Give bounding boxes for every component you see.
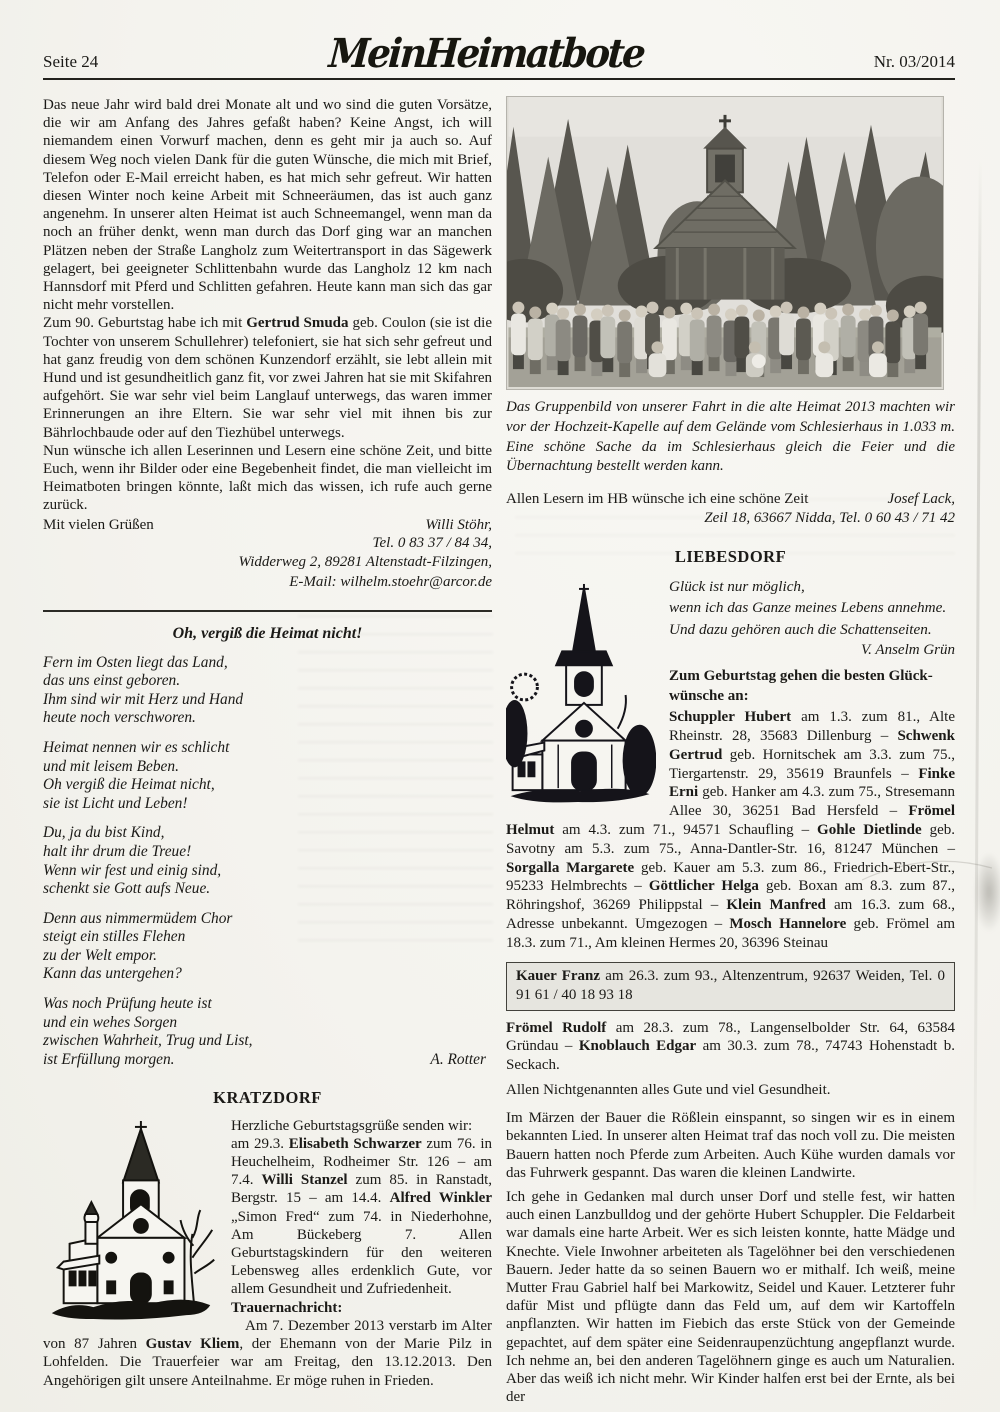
group-photo	[506, 96, 944, 390]
church-illustration-liebesdorf	[506, 580, 656, 808]
birthday-heading: Zum Geburtstag gehen die besten Glückwünsche an:	[669, 668, 933, 704]
maerzen-paragraph: Im Märzen der Bauer die Rößlein einspannt, so singen wir es in einem bekannten Lied. In unserer alten Heimat traf das noch voll zu. Die meisten Bauern hatten noch Pferde zum Arbeiten. Auch Kühe wurden damals vor das Fuhrwerk gespannt. Das waren die kleinen Landwirte.	[506, 1110, 955, 1181]
poem-section	[43, 625, 492, 1069]
highlighted-entry-box: Kauer Franz am 26.3. zum 93., Altenzentrum, 92637 Weiden, Tel. 0 91 61 / 40 18 93 18	[506, 962, 955, 1011]
birthday-list: Schuppler Hubert am 1.3. zum 81., Alte Rheinstr. 28, 35683 Dillenburg – Schwenk Gertrud geb. Hornitschek am 3.3. zum 75., Tiergartenstr. 29, 35619 Braunfels – Finke Erni geb. Hanker am 4.3. zum 75., Stresemann Allee 30, 36251 Bad Hersfeld – Frömel Helmut am 4.3. zum 71., 94571 Schaufling – Gohle Dietlinde geb. Savotny am 5.3. zum 75., Anna-Dantler-Str. 16, 81247 München – Sorgalla Margarete geb. Kauer am 5.3. zum 86., Friedrich-Ebert-Str., 95233 Helmbrechts – Göttlicher Helga geb. Boxan am 8.3. zum 87., Röhringshof, 36269 Philippstal – Klein Manfred am 16.3. zum 68., Adresse unbekannt. Umgezogen – Mosch Hannelore geb. Frömel am 18.3. zum 71., Am kleinen Hermes 20, 36396 Steinau	[506, 709, 956, 951]
dorf-memories-paragraph: Ich gehe in Gedanken mal durch unser Dorf und stelle fest, wir hatten auch einen Lanzbulldog und der gehörte Hubert Schuppler. Die Feldarbeit war damals eine harte Arbeit. Wer es sich leisten konnte, hatte Mädge und Knechte. Viele Inwohner arbeiteten als Tagelöhner bei den verschiedenen Bauern. Jeder hatte da so seinen Bauern wo er mithalf. Ich weiß, meine Mutter Frau Gabriel half bei Markowitz, Seidel und Kauer. Letzterer fuhr dafür Mist und pflügte dann das Feld um, auf dem wir Kartoffeln anpflanzten. Wir hatten im Fiebich das erste Stück von der Gemeinde gepachtet, auf dem später eine Seidenraupenzüchtung angepflanzt wurde. Ich nehme an, bei den anderen Tagelöhnern ginge es auch um Naturalien. Aber das weiß ich nicht mehr. Wir Kinder halfen erst bei der Ernte, als bei der	[506, 1189, 955, 1406]
intro-paragraph-2: Zum 90. Geburtstag habe ich mit Gertrud Smuda geb. Coulon (sie ist die Tochter von unserem Schullehrer) telefoniert, sie hat sich sehr gefreut und hat ganz freudig von dem schönen Kunzendorf erzählt, sie lebt allein mit Hund und ist gesundheitlich ganz fit, vor zwei Jahren hat sie mit Skifahren aufgehört. Sie war sehr viel beim Langlauf unterwegs, das waren immer Erinnerungen an ihre Eltern. Sie war sehr viel mit ihnen bis zur Bährlochbaude oder auf den Tiezhübel unterwegs.	[43, 315, 492, 441]
right-column	[506, 96, 955, 1407]
closing-row	[43, 516, 492, 534]
liebesdorf-quote: Glück ist nur möglich, wenn ich das Ganze meines Lebens annehme. Und dazu gehören auch die Schattenseiten.	[669, 577, 947, 638]
kratzdorf-birthday-text: Herzliche Geburtstagsgrüße senden wir: am 29.3. Elisabeth Schwarzer zum 76. in Heuchelheim, Rodheimer Str. 126 – am 7.4. Willi Stanzel zum 85. in Ranstadt, Bergstr. 15 – am 14.4. Alfred Winkler „Simon Fred“ zum 74. in Niederhohne, Am Bückeberg 7. Allen Geburtstagskindern für den weiteren Lebensweg alles erdenklich Gute, vor allem Gesundheit und Zufriedenheit.	[231, 1117, 493, 1298]
intro-paragraph-3: Nun wünsche ich allen Leserinnen und Lesern eine schöne Zeit, und bitte Euch, wenn ihr Bilder oder eine Begebenheit findet, die man vielleicht im Heimatboten bringen könnte, laßt mich das wissen, ich rufe auch gerne zurück.	[43, 442, 492, 514]
paper-crease	[973, 160, 982, 1220]
left-column	[43, 96, 492, 1407]
quote-author: V. Anselm Grün	[860, 642, 955, 659]
intro-paragraph-1: Das neue Jahr wird bald drei Monate alt und wo sind die guten Vorsätze, die wir am Anfang des Jahres gefaßt haben? Keine Angst, ich will niemandem einen Vorwurf machen, denn es geht mir ja auch so. Auf diesem Weg noch vielen Dank für die guten Wünsche, die mich mit Brief, Telefon oder E-Mail erreicht haben, es hat mich sehr gefreut. Wir hatten diesen Winter noch keine Arbeit mit Schneeräumen, das ist auch ganz angenehm. In unserer alten Heimat ist auch Schneemangel, wenn man da noch an früher denkt, wenn man durch das Dorf ging war an manchen Plätzen neben der Straße Langholz zum Weitertransport in das Sägewerk gelagert, bei geeigneter Schlittenbahn wurde das Langholz 12 km nach Hannsdorf mit Pferd und Schlitten gefahren. Heute kann man sich das gar nicht mehr vorstellen.	[43, 97, 492, 314]
two-column-layout	[43, 80, 955, 1407]
church-illustration-kratzdorf	[43, 1119, 219, 1323]
hb-author-address: Zeil 18, 63667 Nidda, Tel. 0 60 43 / 71 42	[704, 510, 955, 527]
signer-name: Willi Stöhr,	[425, 516, 492, 533]
poem-title: Oh, vergiß die Heimat nicht!	[172, 625, 363, 643]
kratzdorf-body-wrap	[43, 1117, 492, 1390]
page-header	[43, 24, 955, 80]
liebesdorf-section	[506, 576, 955, 953]
masthead-title: MeinHeimatbote	[327, 29, 645, 77]
section-divider	[43, 610, 492, 612]
more-birthday-entries: Frömel Rudolf am 28.3. zum 78., Langenselbolder Str. 64, 63584 Gründau – Knoblauch Edgar am 30.3. zum 78., 74743 Hohenstadt b. Seckach.	[506, 1019, 955, 1074]
scan-blotch	[974, 852, 1000, 932]
trauernachricht-heading: Trauernachricht:	[231, 1299, 343, 1316]
signature-block: Tel. 0 83 37 / 84 34, Widderweg 2, 89281 Altenstadt-Filzingen, E-Mail: wilhelm.stoehr@arcor.de	[238, 534, 492, 590]
poem-author: A. Rotter	[430, 1051, 486, 1069]
kratzdorf-section	[43, 1089, 492, 1389]
page-number: Seite 24	[43, 52, 99, 71]
hb-wish-text: Allen Lesern im HB wünsche ich eine schöne Zeit	[506, 491, 809, 508]
hb-author-name: Josef Lack,	[887, 491, 955, 508]
wellwish-line: Allen Nichtgenannten alles Gute und viel Gesundheit.	[506, 1082, 831, 1099]
closing-greeting: Mit vielen Grüßen	[43, 516, 154, 533]
hb-wish-row	[506, 490, 955, 508]
poem-stanzas: Fern im Osten liegt das Land, das uns einst geboren. Ihm sind wir mit Herz und Hand heute noch verschworen. Heimat nennen wir es schlicht und mit leisem Beben. Oh vergiß die Heimat nicht, sie ist Licht und Leben! Du, ja du bist Kind, halt ihr drum die Treue! Wenn wir fest und einig sind, schenkt sie Gott aufs Neue. Denn aus nimmermüdem Chor steigt ein stilles Flehen zu der Welt empor. Kann das untergehen? Was noch Prüfung heute ist und ein wehes Sorgen zwischen Wahrheit, Trug und List, ist Erfüllung morgen.	[43, 653, 253, 1068]
trauernachricht-body: Am 7. Dezember 2013 verstarb im Alter von 87 Jahren Gustav Kliem, der Ehemann von der Marie Pilz in Lohfelden. Die Trauerfeier war am Freitag, den 13.12.2013. Den Angehörigen gilt unsere Anteilnahme. Er möge ruhen in Frieden.	[43, 1317, 493, 1389]
liebesdorf-heading: LIEBESDORF	[674, 547, 787, 567]
photo-caption: Das Gruppenbild von unserer Fahrt in die alte Heimat 2013 machten wir vor der Hochzeit-Kapelle auf dem Gelände vom Schlesierhaus in 1.033 m. Eine schöne Sache da im Schlesierhaus gleich die Feier und die Übernachtung bestellt werden kann.	[506, 399, 955, 475]
issue-number: Nr. 03/2014	[873, 52, 955, 71]
kratzdorf-heading: KRATZDORF	[213, 1088, 322, 1108]
